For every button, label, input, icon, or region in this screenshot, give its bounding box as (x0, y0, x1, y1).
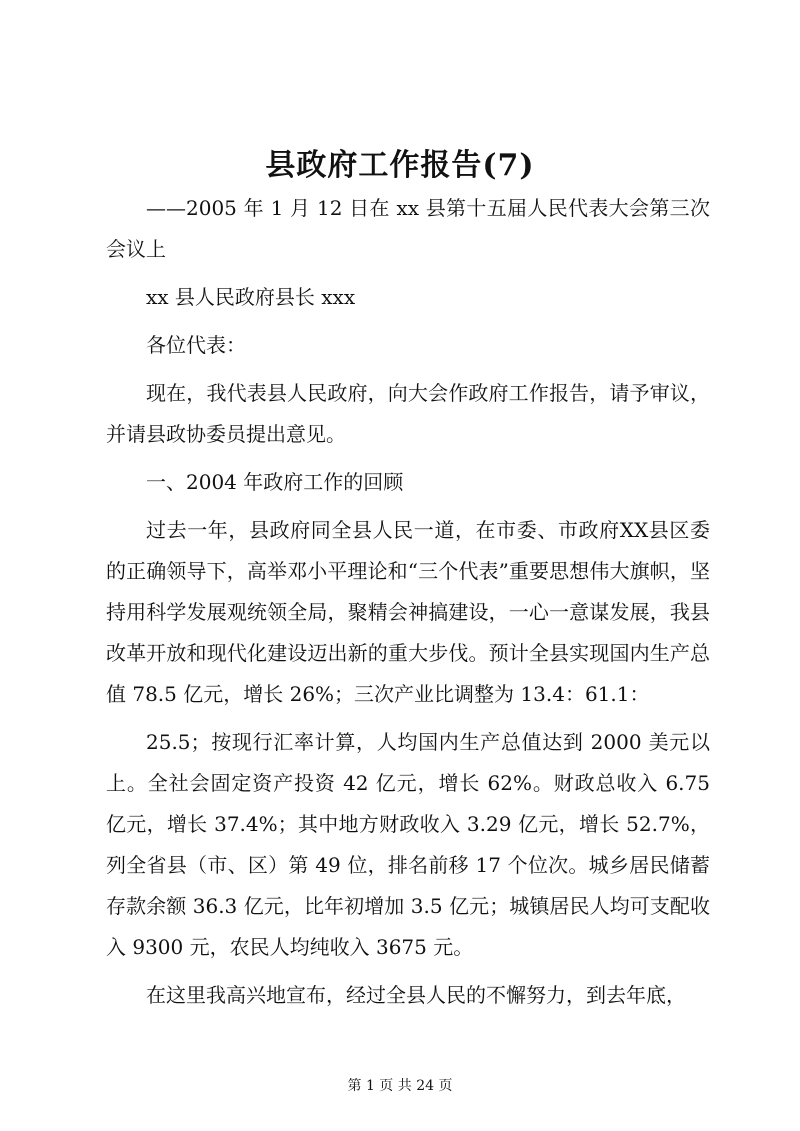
intro-paragraph: 现在，我代表县人民政府，向大会作政府工作报告，请予审议，并请县政协委员提出意见。 (106, 381, 710, 446)
statistics-paragraph: 25.5；按现行汇率计算，人均国内生产总值达到 2000 美元以上。全社会固定资产投资 42 亿元，增长 62%。财政总收入 6.75 亿元，增长 37.4%；其中地方财政收入 3.29 亿元，增长 52.7%，列全省县（市、区）第 49 位，排名前移 17 个位次。城乡居民储蓄存款余额 36.3 亿元，比年初增加 3.5 亿元；城镇居民人均可支配收入 9300 元，农民人均纯收入 3675 元。 (106, 730, 710, 959)
section-heading: 一、2004 年政府工作的回顾 (146, 470, 404, 494)
document-body (106, 188, 710, 1023)
document-title: 县政府工作报告(7) (265, 148, 535, 183)
announcement-paragraph: 在这里我高兴地宣布，经过全县人民的不懈努力，到去年底， (146, 983, 686, 1007)
salutation: 各位代表： (146, 333, 246, 357)
speech-date-line: ——2005 年 1 月 12 日在 xx 县第十五届人民代表大会第三次会议上 (106, 196, 710, 261)
review-paragraph: 过去一年，县政府同全县人民一道，在市委、市政府XX县区委的正确领导下，高举邓小平理论和“三个代表”重要思想伟大旗帜，坚持用科学发展观统领全局，聚精会神搞建设，一心一意谋发展，我县改革开放和现代化建设迈出新的重大步伐。预计全县实现国内生产总值 78.5 亿元，增长 26%；三次产业比调整为 13.4：61.1： (106, 518, 710, 706)
page-number-footer: 第 1 页 共 24 页 (347, 1078, 453, 1094)
speaker-line: xx 县人民政府县长 xxx (146, 285, 356, 309)
